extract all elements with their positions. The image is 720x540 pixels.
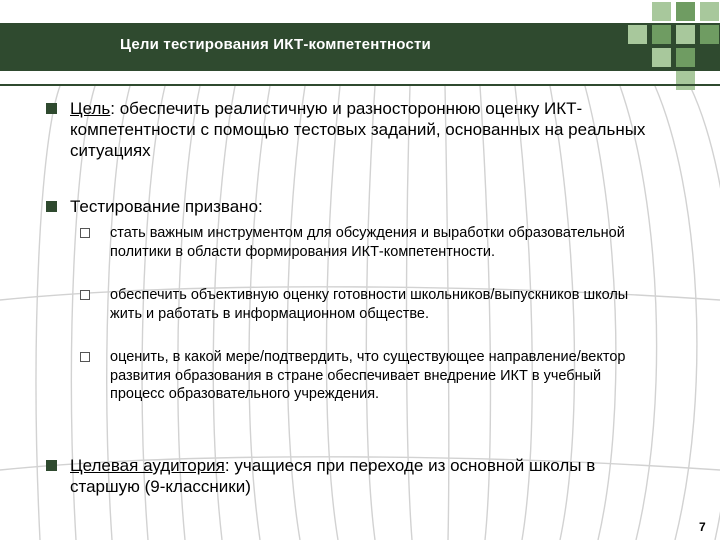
goal-label: Цель (70, 99, 111, 118)
decor-square (676, 48, 695, 67)
decor-square (652, 25, 671, 44)
decor-square (676, 71, 695, 90)
audience-label: Целевая аудитория (70, 456, 225, 475)
decor-square (676, 2, 695, 21)
bullet-audience (46, 455, 666, 497)
square-bullet-icon (46, 460, 57, 471)
purpose-item (80, 224, 640, 261)
square-bullet-icon (46, 103, 57, 114)
checkbox-bullet-icon (80, 352, 90, 362)
bullet-goal (46, 98, 666, 161)
square-bullet-icon (46, 201, 57, 212)
checkbox-bullet-icon (80, 228, 90, 238)
goal-text: : обеспечить реалистичную и разностороннюю оценку ИКТ-компетентности с помощью тестовых заданий, основанных на реальных ситуациях (70, 99, 646, 160)
decor-square (700, 25, 719, 44)
purpose-item-text: стать важным инструментом для обсуждения и выработки образовательной политики в области формирования ИКТ-компетентности. (110, 225, 625, 260)
decor-square (652, 48, 671, 67)
decor-square (652, 2, 671, 21)
audience-text: : учащиеся при переходе из основной школы в старшую (9-классники) (70, 456, 596, 496)
decor-square (676, 25, 695, 44)
purpose-item-text: обеспечить объективную оценку готовности школьников/выпускников школы жить и работать в информационном обществе. (110, 287, 629, 322)
slide-title: Цели тестирования ИКТ-компетентности (120, 36, 431, 53)
decor-square (628, 25, 647, 44)
purpose-item-text: оценить, в какой мере/подтвердить, что существующее направление/вектор развития образования в стране обеспечивает внедрение ИКТ в учебный процесс образовательного учреждения. (110, 349, 626, 402)
purpose-item (80, 286, 640, 323)
purpose-text: Тестирование призвано: (70, 197, 263, 216)
bullet-audience-text (70, 455, 666, 497)
bullet-goal-text (70, 98, 666, 161)
header-divider (0, 84, 720, 86)
page-number: 7 (699, 520, 706, 534)
checkbox-bullet-icon (80, 290, 90, 300)
purpose-item (80, 348, 640, 404)
decor-square (700, 2, 719, 21)
bullet-purpose (46, 196, 666, 217)
